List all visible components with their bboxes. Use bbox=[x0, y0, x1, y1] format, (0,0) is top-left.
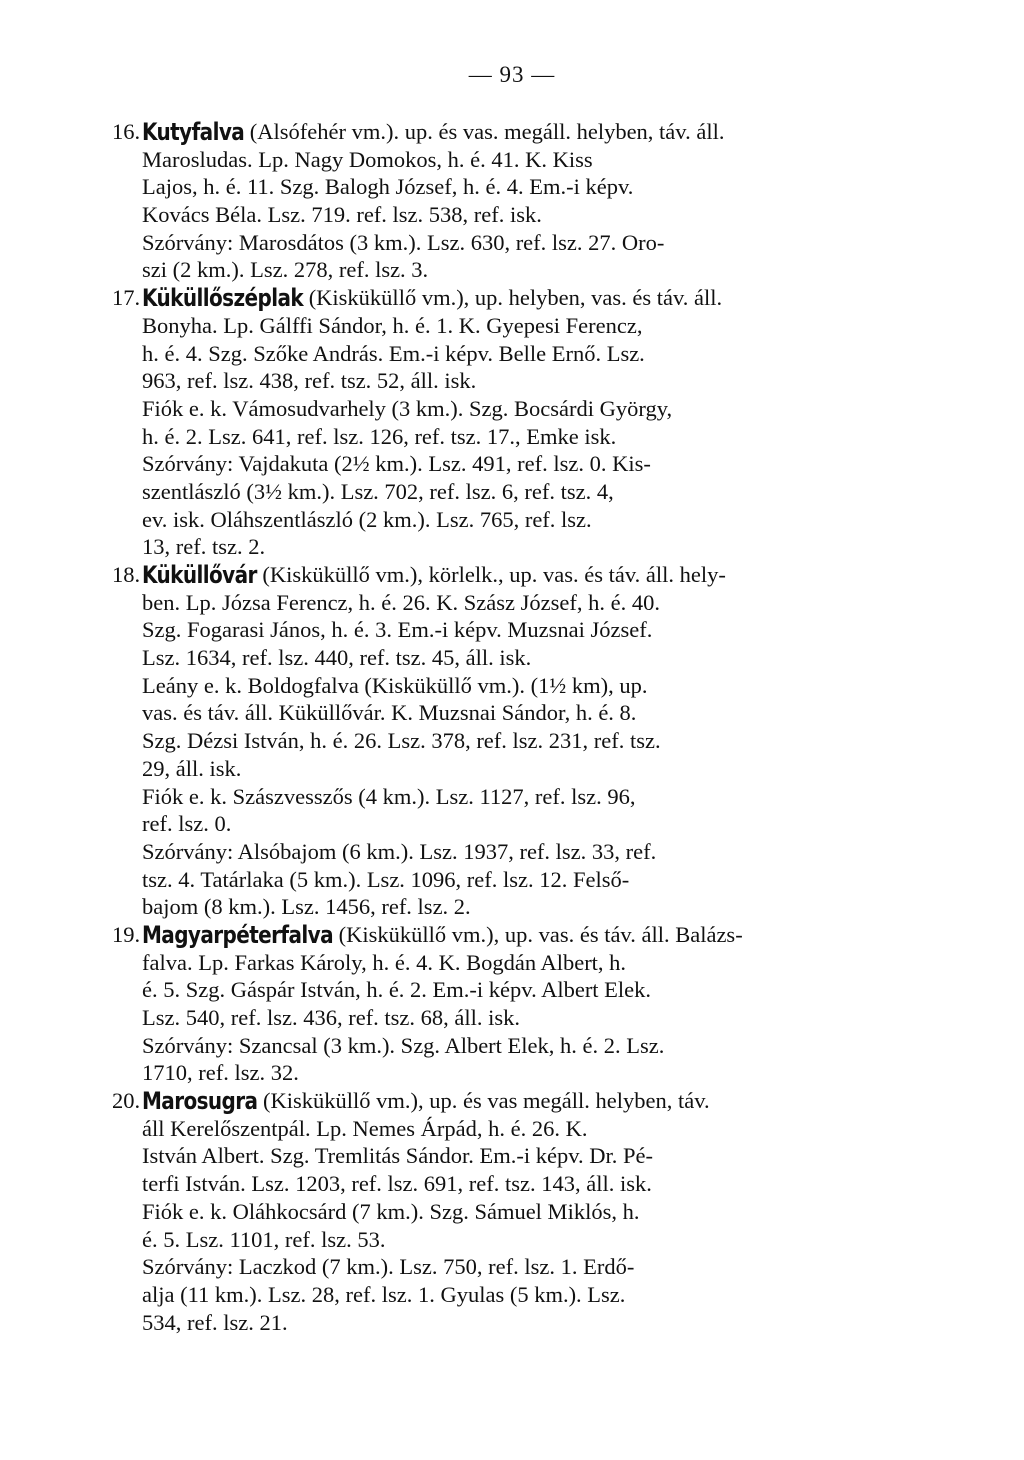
text-line: Szórvány: Laczkod (7 km.). Lsz. 750, ref. lsz. 1. Erdő- bbox=[142, 1254, 635, 1280]
text-line: é. 5. Szg. Gáspár István, h. é. 2. Em.-i képv. Albert Elek. bbox=[142, 977, 652, 1003]
text-line: áll Kerelőszentpál. Lp. Nemes Árpád, h. é. 26. K. bbox=[142, 1115, 588, 1141]
text-line: Fiók e. k. Oláhkocsárd (7 km.). Szg. Sámuel Miklós, h. bbox=[142, 1198, 640, 1224]
text-line: Fiók e. k. Vámosudvarhely (3 km.). Szg. Bocsárdi György, bbox=[142, 395, 673, 421]
text-line: tsz. 4. Tatárlaka (5 km.). Lsz. 1096, ref. lsz. 12. Felső- bbox=[142, 866, 630, 892]
text-line: Szg. Dézsi István, h. é. 26. Lsz. 378, ref. lsz. 231, ref. tsz. bbox=[142, 728, 661, 754]
entry-number: 17. bbox=[112, 285, 141, 311]
text-line: bajom (8 km.). Lsz. 1456, ref. lsz. 2. bbox=[142, 894, 471, 920]
text-line: alja (11 km.). Lsz. 28, ref. lsz. 1. Gyulas (5 km.). Lsz. bbox=[142, 1281, 626, 1307]
entry-18-line-1 bbox=[112, 561, 932, 589]
entry-number: 16. bbox=[112, 119, 141, 144]
entry-number: 18. bbox=[112, 562, 141, 587]
entry-number: 20. bbox=[112, 1088, 141, 1114]
text-line: Lsz. 540, ref. lsz. 436, ref. tsz. 68, áll. isk. bbox=[142, 1005, 521, 1030]
text-line: Szórvány: Alsóbajom (6 km.). Lsz. 1937, ref. lsz. 33, ref. bbox=[142, 838, 657, 864]
entry-heading: Magyarpéterfalva bbox=[142, 920, 333, 950]
text-line: Marosludas. Lp. Nagy Domokos, h. é. 41. K. Kiss bbox=[142, 146, 593, 172]
entry-heading: Kutyfalva bbox=[142, 117, 245, 147]
entry-19-line-1 bbox=[112, 921, 932, 949]
entry-text: (Alsófehér vm.). up. és vas. megáll. helyben, táv. áll. bbox=[244, 119, 725, 144]
text-line: Lsz. 1634, ref. lsz. 440, ref. tsz. 45, áll. isk. bbox=[142, 645, 532, 671]
text-line: Leány e. k. Boldogfalva (Kisküküllő vm.). (1½ km), up. bbox=[142, 672, 648, 698]
entry-text: (Kisküküllő vm.), up. vas. és táv. áll. Balázs- bbox=[332, 921, 743, 947]
text-line: vas. és táv. áll. Küküllővár. K. Muzsnai Sándor, h. é. 8. bbox=[142, 700, 637, 726]
text-line: István Albert. Szg. Tremlitás Sándor. Em.-i képv. Dr. Pé- bbox=[142, 1143, 654, 1169]
text-line: é. 5. Lsz. 1101, ref. lsz. 53. bbox=[142, 1226, 386, 1252]
entry-heading: Küküllőszéplak bbox=[142, 283, 304, 313]
text-line: Bonyha. Lp. Gálffi Sándor, h. é. 1. K. Gyepesi Ferencz, bbox=[142, 312, 643, 338]
entry-17-line-1 bbox=[112, 284, 932, 312]
text-line: Szórvány: Vajdakuta (2½ km.). Lsz. 491, ref. lsz. 0. Kis- bbox=[142, 451, 651, 477]
entry-heading: Marosugra bbox=[142, 1086, 258, 1116]
text-line: 1710, ref. lsz. 32. bbox=[142, 1060, 299, 1086]
text-line: 963, ref. lsz. 438, ref. tsz. 52, áll. isk. bbox=[142, 368, 477, 394]
text-line: szentlászló (3½ km.). Lsz. 702, ref. lsz. 6, ref. tsz. 4, bbox=[142, 478, 614, 504]
text-line: ben. Lp. Józsa Ferencz, h. é. 26. K. Szász József, h. é. 40. bbox=[142, 589, 660, 615]
text-line: Fiók e. k. Szászvesszős (4 km.). Lsz. 1127, ref. lsz. 96, bbox=[142, 783, 636, 809]
text-line: 534, ref. lsz. 21. bbox=[142, 1309, 288, 1335]
text-line: 13, ref. tsz. 2. bbox=[142, 534, 266, 560]
page-body bbox=[112, 118, 932, 1336]
entry-text: (Kisküküllő vm.), körlelk., up. vas. és táv. áll. hely- bbox=[256, 562, 726, 587]
text-line: h. é. 2. Lsz. 641, ref. lsz. 126, ref. tsz. 17., Emke isk. bbox=[142, 423, 617, 449]
text-line: Szórvány: Marosdátos (3 km.). Lsz. 630, ref. lsz. 27. Oro- bbox=[142, 229, 665, 255]
entry-heading: Küküllővár bbox=[142, 560, 257, 590]
text-line: Szórvány: Szancsal (3 km.). Szg. Albert Elek, h. é. 2. Lsz. bbox=[142, 1032, 665, 1058]
text-line: Lajos, h. é. 11. Szg. Balogh József, h. é. 4. Em.-i képv. bbox=[142, 174, 634, 200]
text-line: ev. isk. Oláhszentlászló (2 km.). Lsz. 765, ref. lsz. bbox=[142, 506, 592, 532]
entry-number: 19. bbox=[112, 921, 141, 947]
text-line: Szg. Fogarasi János, h. é. 3. Em.-i képv. Muzsnai József. bbox=[142, 617, 653, 643]
text-line: szi (2 km.). Lsz. 278, ref. lsz. 3. bbox=[142, 257, 429, 283]
page-number: — 93 — bbox=[468, 62, 556, 87]
text-line: falva. Lp. Farkas Károly, h. é. 4. K. Bogdán Albert, h. bbox=[142, 949, 627, 975]
entry-text: (Kisküküllő vm.), up. helyben, vas. és táv. áll. bbox=[303, 285, 723, 311]
text-line: ref. lsz. 0. bbox=[142, 811, 232, 837]
text-line: 29, áll. isk. bbox=[142, 755, 242, 781]
text-line: terfi István. Lsz. 1203, ref. lsz. 691, ref. tsz. 143, áll. isk. bbox=[142, 1171, 652, 1197]
text-line: h. é. 4. Szg. Szőke András. Em.-i képv. Belle Ernő. Lsz. bbox=[142, 340, 645, 366]
entry-20-line-1 bbox=[112, 1087, 932, 1115]
text-line: Kovács Béla. Lsz. 719. ref. lsz. 538, ref. isk. bbox=[142, 202, 542, 228]
entry-text: (Kisküküllő vm.), up. és vas megáll. helyben, táv. bbox=[257, 1088, 710, 1114]
entry-16-line-1 bbox=[112, 118, 932, 146]
